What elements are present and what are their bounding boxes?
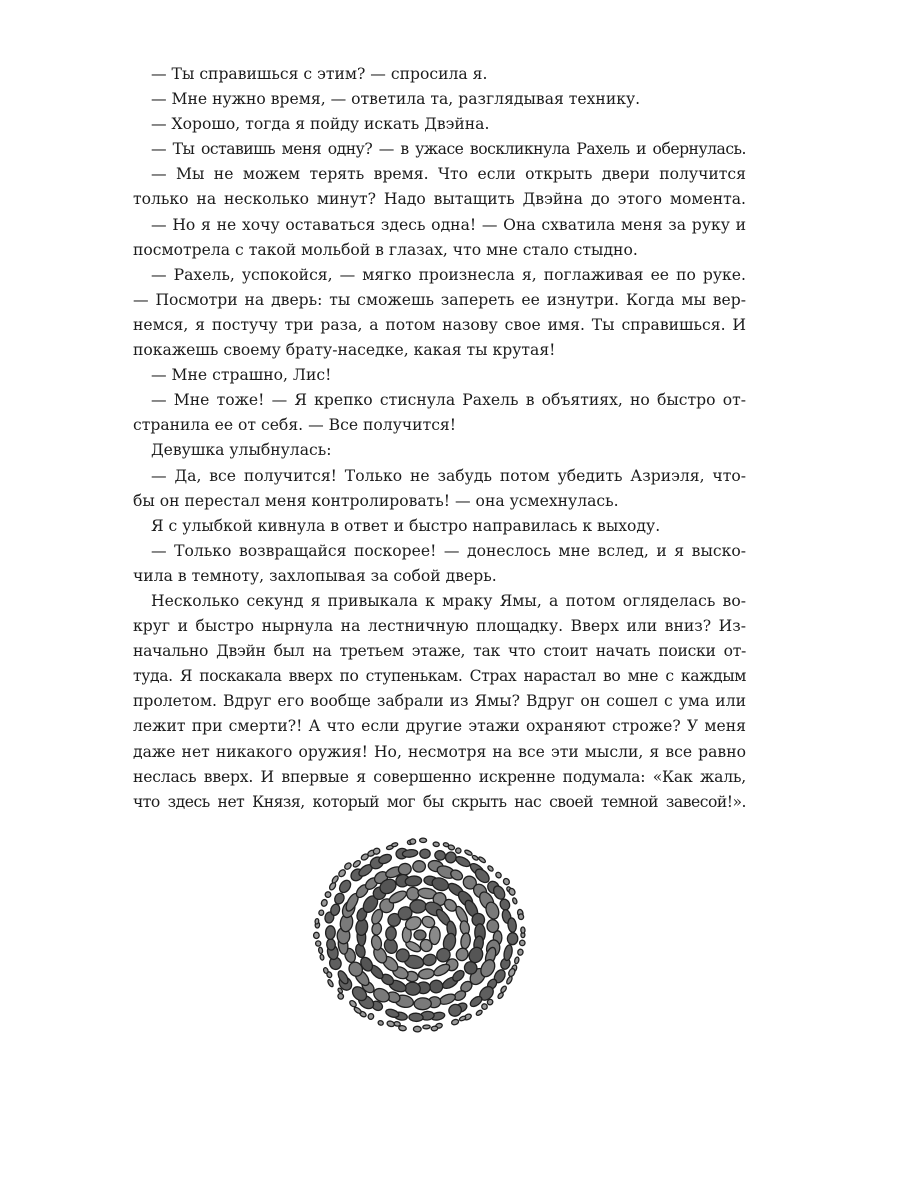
text-line: — Мы не можем терять время. Что если открыть двери получится <box>151 165 746 184</box>
stone <box>410 839 416 845</box>
stone <box>414 998 432 1010</box>
stone <box>487 865 494 872</box>
stone <box>423 1025 431 1029</box>
page-body <box>133 62 746 815</box>
stone <box>331 875 339 884</box>
stone <box>337 878 353 894</box>
stone <box>385 926 396 940</box>
stone <box>321 899 329 907</box>
text-line: неслась вверх. И впервые я совершенно искренне подумала: «Как жаль, <box>133 767 746 786</box>
stone <box>409 1013 424 1022</box>
text-line: только на несколько минут? Надо вытащить Двэйна до этого момента. <box>133 190 746 209</box>
text-line: немся, я постучу три раза, а потом назову свое имя. Ты справишься. И <box>133 315 746 334</box>
text-line: — Да, все получится! Только не забудь потом убедить Азриэля, что- <box>151 466 746 485</box>
stone <box>386 1020 395 1027</box>
stone <box>391 842 398 847</box>
text-line: чила в темноту, захлопывая за собой дверь. <box>133 566 497 585</box>
text-line: — Ты справишься с этим? — спросила я. <box>151 65 488 83</box>
stone <box>472 855 479 862</box>
stone <box>508 968 516 978</box>
stone <box>413 1026 421 1032</box>
text-line: лежит при смерти?! А что если другие этажи охраняют строже? У меня <box>133 717 746 736</box>
stone <box>455 847 462 854</box>
text-line: Девушка улыбнулась: <box>151 441 332 460</box>
stone <box>434 850 446 862</box>
stone <box>432 962 451 978</box>
text-line: начально Двэйн был на третьем этаже, так что стоит начать поиски от- <box>133 642 746 661</box>
stone <box>497 992 504 1000</box>
stone <box>323 967 329 974</box>
stone <box>325 926 335 940</box>
text-line: — Мне нужно время, — ответила та, разглядывая технику. <box>151 90 641 109</box>
stone <box>506 976 513 985</box>
text-line: круг и быстро нырнула на лестничную площадку. Вверх или вниз? Из- <box>133 617 746 636</box>
text-line: — Но я не хочу оставаться здесь одна! — Она схватила меня за руку и <box>151 215 746 234</box>
text-line: посмотрела с такой мольбой в глазах, что мне стало стыдно. <box>133 240 638 259</box>
stone <box>422 953 438 968</box>
stone <box>352 859 361 868</box>
stone <box>503 944 514 961</box>
stone <box>318 910 324 916</box>
stone <box>320 954 325 960</box>
stone <box>431 1026 438 1031</box>
stone <box>514 957 520 965</box>
stone <box>420 838 427 843</box>
text-line: пролетом. Вдруг его вообще забрали из Ямы? Вдруг он сошел с ума или <box>133 692 746 711</box>
stone <box>370 935 382 951</box>
text-line: — Хорошо, тогда я пойду искать Двэйна. <box>151 115 490 134</box>
stone <box>475 1009 483 1016</box>
text-line: что здесь нет Князя, который мог бы скрыть нас своей темной завесой!». <box>133 792 746 811</box>
stone <box>327 979 334 988</box>
stone <box>333 892 346 906</box>
stone <box>318 947 323 954</box>
stone <box>385 1008 400 1019</box>
stone <box>518 913 524 919</box>
stone <box>507 917 517 932</box>
stone <box>413 861 426 873</box>
stone <box>433 842 440 847</box>
stone <box>418 968 435 980</box>
stone <box>507 932 518 945</box>
stone <box>337 868 346 877</box>
stone <box>517 949 523 956</box>
stone <box>409 899 426 913</box>
text-line: странила ее от себя. — Все получится! <box>133 416 457 435</box>
stone <box>336 969 350 985</box>
stone <box>464 849 473 856</box>
stone <box>451 1019 459 1026</box>
stone <box>315 918 319 924</box>
stone <box>454 855 471 869</box>
stone <box>324 891 331 898</box>
stone-ornament-illustration <box>300 835 540 1045</box>
text-line: покажешь своему брату-наседке, какая ты крутая! <box>133 341 556 360</box>
text-line: Несколько секунд я привыкала к мраку Ямы, а потом огляделась во- <box>151 591 746 610</box>
stone <box>519 940 525 946</box>
stone <box>414 930 426 940</box>
stone <box>448 844 456 850</box>
stone <box>512 897 518 904</box>
stone <box>314 932 320 938</box>
text-line: — Только возвращайся поскорее! — донеслось мне вслед, и я выско- <box>151 541 746 560</box>
stone <box>349 999 358 1008</box>
stone <box>343 862 352 871</box>
stone <box>502 877 510 885</box>
stone <box>460 932 471 949</box>
stone <box>495 871 503 879</box>
text-line: — Мне тоже! — Я крепко стиснула Рахель в объятиях, но быстро от- <box>151 391 746 410</box>
stone <box>478 856 486 864</box>
stone <box>420 849 431 859</box>
stone <box>367 1013 375 1021</box>
text-line: — Ты оставишь меня одну? — в ужасе воскликнула Рахель и обернулась. <box>151 140 746 159</box>
stone <box>521 927 526 933</box>
text-line: даже нет никакого оружия! Но, несмотря на все эти мысли, я все равно <box>133 742 746 761</box>
text-line: туда. Я поскакала вверх по ступенькам. Страх нарастал во мне с каждым <box>133 667 746 686</box>
text-line: — Рахель, успокойся, — мягко произнесла я, поглаживая ее по руке. <box>151 265 746 284</box>
text-line: — Мне страшно, Лис! <box>151 366 332 385</box>
text-line: Я с улыбкой кивнула в ответ и быстро направилась к выходу. <box>151 516 661 535</box>
stone <box>315 941 321 947</box>
stone <box>459 1015 467 1021</box>
text-line: — Посмотри на дверь: ты сможешь запереть ее изнутри. Когда мы вер- <box>133 290 746 309</box>
stone <box>377 1020 383 1026</box>
stone-cluster <box>314 838 526 1032</box>
text-line: бы он перестал меня контролировать! — она усмехнулась. <box>133 491 619 510</box>
